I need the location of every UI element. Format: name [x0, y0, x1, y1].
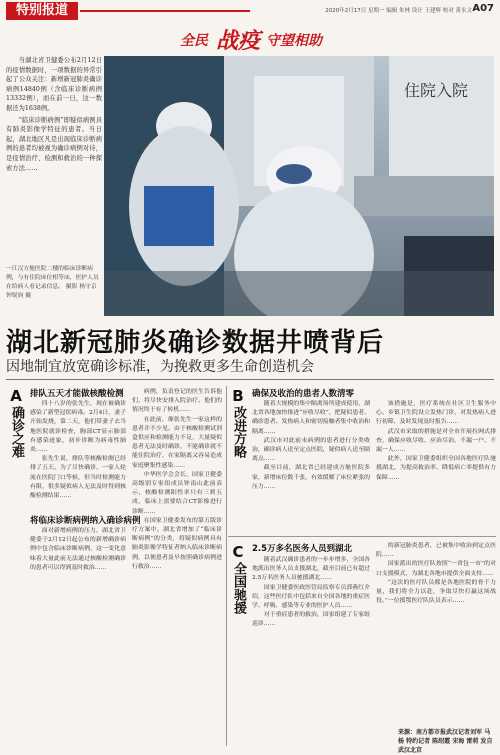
paragraph: 四十八岁的张先生，现在被确诊感染了新型冠状病毒。2月4日，妻子开始发烧，第二天，他们带妻子去当地医院就诊检查，胸部CT显示肺部有感染迹象，初步诊断为病毒性肺炎……	[30, 401, 126, 454]
lede-paragraph: “临床诊断病例”即疑似病例具有肺炎影像学特征的患者。当日起，湖北地区凡是出现临床诊断病例的患者均被视为确诊病例对待，是疫情治疗、检测和救治的一种探索方法……	[6, 116, 102, 172]
paragraph: 对于重症患者的救治，国家组建了专家组巡诊……	[252, 612, 370, 628]
page-meta: 2020年2月17日 星期一 编辑 朱林 设计 王建辉 校对 黄永文	[325, 8, 472, 14]
section-tag: 特别报道	[6, 2, 78, 20]
lede-text	[6, 56, 102, 175]
paragraph: 随着武汉确诊患者的一步步增多，全国各地派出医务人员支援湖北，截至目前已有超过2.5万名医务人员驰援湖北……	[252, 557, 370, 582]
section-b-column-2	[376, 400, 496, 530]
paragraph: 在国家卫健委发布的第五版诊疗方案中，湖北省增加了“临床诊断病例”的分类，将疑似病例具有肺炎影像学特征者纳入临床诊断病例，以便患者及早按照确诊病例进行救治……	[132, 517, 222, 570]
campaign-slogan	[180, 24, 340, 52]
headline-rule	[6, 379, 494, 380]
page-header	[0, 0, 500, 22]
section-a-heading: 排队五天才能做核酸检测	[30, 389, 124, 399]
section-b-label	[228, 388, 248, 463]
paragraph: 截至目前，湖北省已经建成方舱医院多家，新增床位数千张，有效缓解了床位紧张的压力……	[252, 465, 370, 490]
paragraph: 病例，负责登记的医生告诉他们，将尽快安排入院治疗。他们的情况终于有了转机……	[132, 389, 222, 414]
paragraph: 随着大规模的集中隔离场所建成使用，湖北省各地加快推进“应收尽收”，把疑似患者、确诊患者、发热病人和密切接触者集中收治和隔离……	[252, 401, 370, 435]
paragraph: “这次的医疗队员都是各地医院的骨干力量，我们将全力以赴，争取尽快打赢这场战役。”一位援鄂医疗队队员表示……	[376, 579, 496, 605]
paragraph: 张先生说，排队等核酸检测已经排了五天。为了尽快确诊，一家人轮流在医院门口等候，但当时检测能力有限，很多疑似病人无法及时得到核酸检测结果……	[30, 456, 126, 500]
section-a-column-1b	[30, 527, 126, 742]
paragraph: 面对新增病例的压力，湖北省卫健委于2月12日起公布的新增确诊病例中包含临床诊断病例，这一变化意味着大量此前无法通过核酸检测确诊的患者可以得到及时救治……	[30, 528, 126, 571]
section-divider	[228, 536, 496, 537]
section-letter: C	[232, 543, 244, 561]
section-c-column-1	[252, 556, 370, 744]
page-number: A07	[472, 3, 494, 14]
paragraph: 武汉市对此前未病例的患者进行分类收治，确诊病人送至定点医院，疑似病人送至隔离点……	[252, 437, 370, 463]
section-a-column-1	[30, 400, 126, 510]
paragraph: 该措施是，医疗系统在社区卫生服务中心、乡镇卫生院设立发热门诊，对发热病人进行初筛，及时发现及时报告……	[376, 401, 496, 426]
section-a-subheading: 将临床诊断病例纳入确诊病例	[30, 516, 141, 526]
section-b-heading: 确保及收治的患者人数清零	[252, 389, 355, 399]
section-c-label	[228, 544, 248, 619]
section-a-column-2	[132, 388, 222, 742]
news-photo	[104, 56, 494, 316]
paragraph: 在此前，像张先生一家这样的患者并不少见。由于核酸检测试剂盒供应和检测能力不足，大量疑似患者无法及时确诊，不能确诊就不能住院治疗，在家隔离又容易造成家庭聚集性感染……	[132, 416, 222, 469]
section-c-column-2	[376, 542, 496, 724]
subheadline: 因地制宜放宽确诊标准，为挽救更多生命创造机会	[6, 359, 314, 375]
slogan-part-1: 全民	[180, 33, 208, 49]
paragraph: 中华医学会会长、国家卫健委高级别专家组成员钟南山此前表示，核酸检测阳性率只有三到五成，临床上需要结合CT影像进行诊断……	[132, 471, 222, 515]
section-title: 全国驰援	[231, 562, 246, 614]
column-divider	[226, 386, 227, 746]
photo-caption: 一江汉方舱医院二楼的临床诊断病例，与有住院床位相等床，医护人员在给病人看记录信息。 摄影 杨守京 钟锐钧 摄	[6, 266, 99, 299]
slogan-part-3: 守望相助	[266, 33, 322, 49]
section-title: 改进方略	[231, 406, 246, 458]
section-b-column-1	[252, 400, 370, 530]
paragraph: 国家派出的医疗队按照“一省包一市”的对口支援模式，为湖北各地市提供全面支持……	[376, 561, 496, 577]
paragraph: 的新冠肺炎患者，已被集中收治到定点医院……	[376, 543, 496, 559]
section-a-label	[6, 388, 26, 463]
byline: 来源：南方都市报武汉记者刘军 马杨 特约记者 陈绍霞 宋海 雷莉 发自武汉北京	[398, 729, 493, 754]
lede-paragraph: 当湖北省卫健委公布2月12日的疫情数据时，一项数据的异常引起了公众关注：新增新冠肺炎确诊病例14840例（含临床诊断病例13332例），而在前一日，这一数据还为1638例。	[6, 57, 102, 112]
paragraph: 此外，国家卫健委组织全国各地医疗队驰援湖北，为提高救治率、降低病亡率提供有力保障……	[376, 456, 496, 481]
hospital-scene-illustration	[104, 56, 494, 316]
section-title: 确诊之难	[9, 406, 24, 458]
header-rule	[80, 10, 250, 12]
paragraph: 武汉市采取的措施是对全市开展拉网式排查，确保应收尽收、应治尽治，不漏一户、不漏一人……	[376, 428, 496, 454]
slogan-part-2: 战疫	[216, 29, 261, 54]
paragraph: 国家卫健委医政医管局监察专员郭燕红介绍，这些医疗队中包括来自全国各地的重症医学、呼吸、感染等专业的医护人员……	[252, 584, 370, 610]
section-letter: B	[232, 387, 244, 405]
photo-sign: 住院入院	[404, 81, 469, 100]
section-c-heading: 2.5万多名医务人员到湖北	[252, 544, 353, 554]
section-letter: A	[10, 387, 22, 405]
headline: 湖北新冠肺炎确诊数据井喷背后	[6, 328, 385, 358]
